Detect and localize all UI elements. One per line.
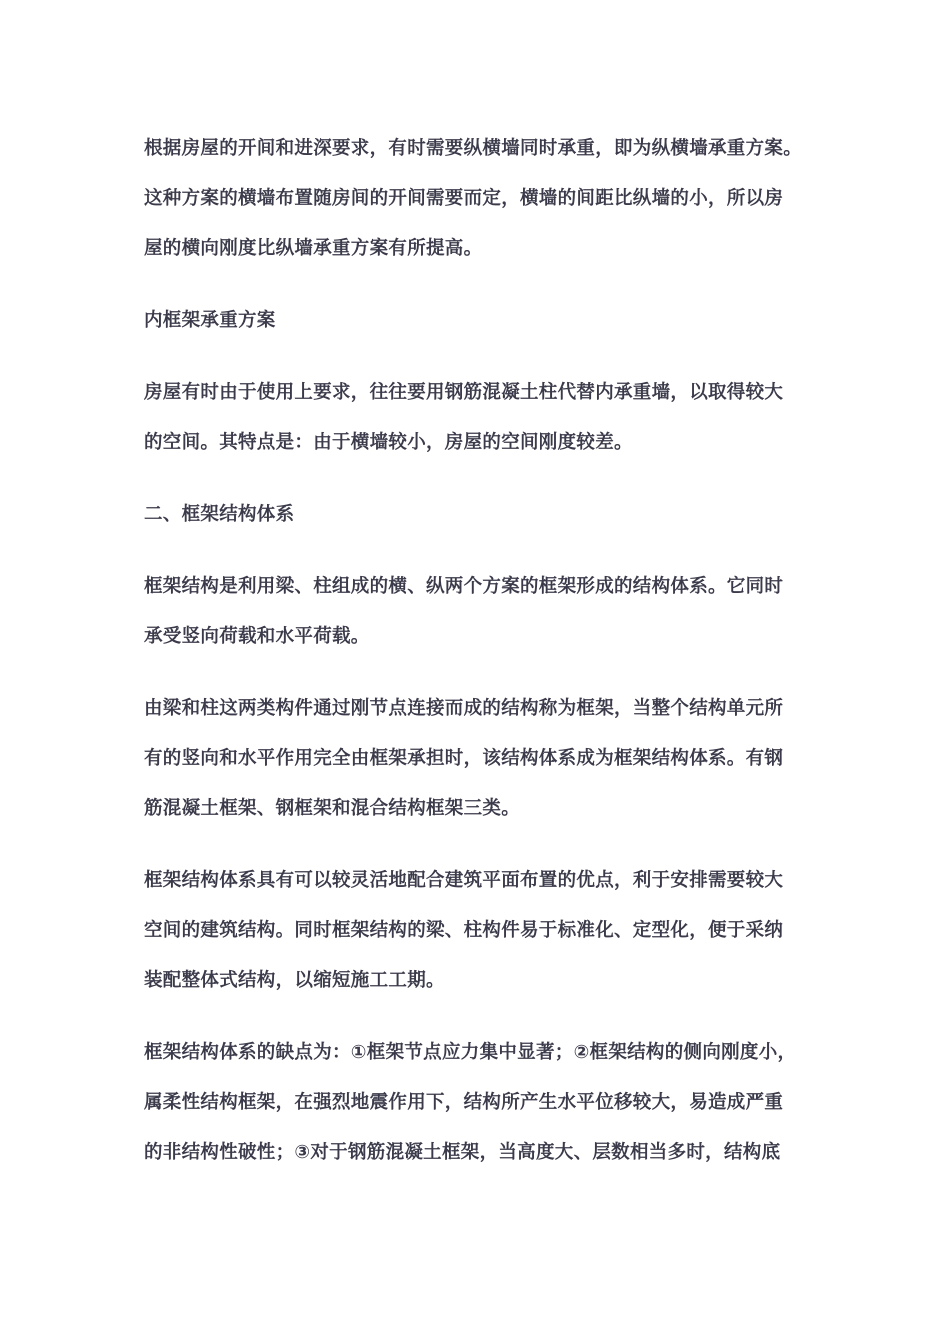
- text-line: 的空间。其特点是：由于横墙较小，房屋的空间刚度较差。: [144, 432, 633, 453]
- text-line: 空间的建筑结构。同时框架结构的梁、柱构件易于标准化、定型化，便于采纳: [144, 920, 784, 941]
- section-heading-frame-system: [144, 490, 808, 540]
- heading-line: 二、框架结构体系: [144, 504, 295, 525]
- text-line: 框架结构体系的缺点为：①框架节点应力集中显著；②框架结构的侧向刚度小，: [144, 1042, 797, 1063]
- paragraph-load-bearing-scheme: [144, 124, 808, 274]
- paragraph-frame-disadvantages: [144, 1028, 808, 1178]
- text-line: 装配整体式结构，以缩短施工工期。: [144, 970, 445, 991]
- paragraph-frame-definition: [144, 562, 808, 662]
- document-body: [144, 124, 808, 1200]
- text-line: 框架结构体系具有可以较灵活地配合建筑平面布置的优点，利于安排需要较大: [144, 870, 784, 891]
- section-heading-inner-frame: [144, 296, 808, 346]
- text-line: 屋的横向刚度比纵墙承重方案有所提高。: [144, 238, 483, 259]
- text-line: 这种方案的横墙布置随房间的开间需要而定，横墙的间距比纵墙的小，所以房: [144, 188, 784, 209]
- heading-line: 内框架承重方案: [144, 310, 276, 331]
- text-line: 承受竖向荷载和水平荷载。: [144, 626, 370, 647]
- paragraph-inner-frame: [144, 368, 808, 468]
- paragraph-frame-advantages: [144, 856, 808, 1006]
- text-line: 有的竖向和水平作用完全由框架承担时，该结构体系成为框架结构体系。有钢: [144, 748, 784, 769]
- text-line: 筋混凝土框架、钢框架和混合结构框架三类。: [144, 798, 521, 819]
- text-line: 框架结构是利用梁、柱组成的横、纵两个方案的框架形成的结构体系。它同时: [144, 576, 784, 597]
- text-line: 根据房屋的开间和进深要求，有时需要纵横墙同时承重，即为纵横墙承重方案。: [144, 138, 803, 159]
- text-line: 由梁和柱这两类构件通过刚节点连接而成的结构称为框架，当整个结构单元所: [144, 698, 784, 719]
- text-line: 属柔性结构框架，在强烈地震作用下，结构所产生水平位移较大，易造成严重: [144, 1092, 784, 1113]
- paragraph-frame-composition: [144, 684, 808, 834]
- text-line: 房屋有时由于使用上要求，往往要用钢筋混凝土柱代替内承重墙，以取得较大: [144, 382, 784, 403]
- text-line: 的非结构性破性；③对于钢筋混凝土框架，当高度大、层数相当多时，结构底: [144, 1142, 781, 1163]
